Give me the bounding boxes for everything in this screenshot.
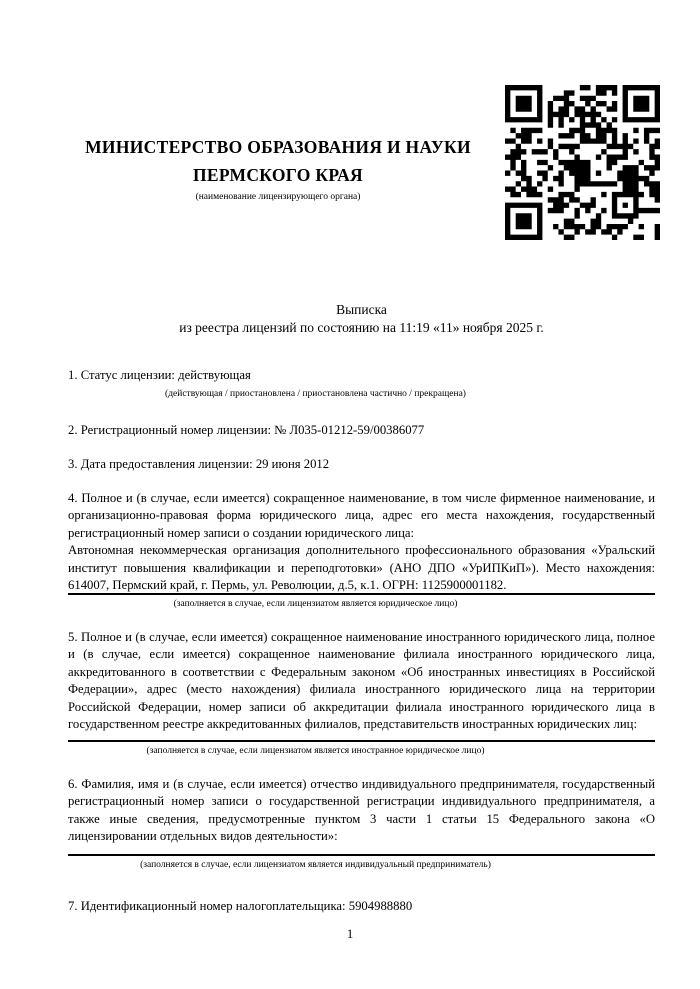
field-underline bbox=[68, 740, 655, 742]
item-3-license-date: 3. Дата предоставления лицензии: 29 июня 2012 bbox=[68, 457, 330, 471]
item-1-caption: (действующая / приостановлена / приостановлена частично / прекращена) bbox=[165, 388, 466, 399]
item-4-caption: (заполняется в случае, если лицензиатом является юридическое лицо) bbox=[173, 598, 458, 609]
document-header bbox=[68, 133, 488, 204]
ministry-name-line1: МИНИСТЕРСТВО ОБРАЗОВАНИЯ И НАУКИ bbox=[85, 137, 471, 157]
item-5-foreign-entity-label: 5. Полное и (в случае, если имеется) сокращенное наименование иностранного юридического лица, полное и (в случае, если имеется) сокращенное наименование филиала иностранного юридического лица, аккредитованного в соответствии с Федеральным законом «Об иностранных инвестициях в Российской Федерации», адрес (место нахождения) филиала иностранного юридического лица на территории Российской Федерации, номер записи об аккредитации филиала иностранного юридического лица в государственном реестре аккредитованных филиалов, представительств иностранных юридических лиц: bbox=[68, 629, 655, 731]
item-6-entrepreneur-label: 6. Фамилия, имя и (в случае, если имеется) отчество индивидуального предпринимателя, государственный регистрационный номер записи о государственной регистрации индивидуального предпринимателя, а также иные сведения, предусмотренные пунктом 3 части 1 статьи 15 Федерального закона «О лицензировании отдельных видов деятельности»: bbox=[68, 776, 655, 843]
item-5-caption: (заполняется в случае, если лицензиатом является иностранное юридическое лицо) bbox=[146, 745, 485, 756]
ministry-name-line2: ПЕРМСКОГО КРАЯ bbox=[193, 165, 363, 185]
item-1-license-status: 1. Статус лицензии: действующая bbox=[68, 368, 251, 382]
page-number: 1 bbox=[346, 927, 354, 941]
title-line1: Выписка bbox=[336, 302, 387, 317]
item-2-registration-number: 2. Регистрационный номер лицензии: № Л035-01212-59/00386077 bbox=[68, 422, 425, 437]
qr-code bbox=[505, 85, 660, 240]
document-title bbox=[68, 301, 655, 336]
title-line2: из реестра лицензий по состоянию на 11:19 «11» ноября 2025 г. bbox=[179, 319, 544, 335]
item-4-legal-entity-value: Автономная некоммерческая организация дополнительного профессионального образования «Уральский институт повышения квалификации и переподготовки» (АНО ДПО «УрИПКиП»). Место нахождения: 614007, Пермский край, г. Пермь, ул. Революции, д.5, к.1. ОГРН: 1125900001182. bbox=[68, 543, 655, 592]
item-6-caption: (заполняется в случае, если лицензиатом является индивидуальный предприниматель) bbox=[140, 859, 491, 870]
field-underline bbox=[68, 854, 655, 856]
item-7-taxpayer-number: 7. Идентификационный номер налогоплательщика: 5904988880 bbox=[68, 898, 413, 913]
licensing-authority-caption: (наименование лицензирующего органа) bbox=[195, 192, 361, 202]
document-body bbox=[68, 367, 655, 915]
item-4-legal-entity-label: 4. Полное и (в случае, если имеется) сокращенное наименование, в том числе фирменное наименование, и организационно-правовая форма юридического лица, адрес его места нахождения, государственный регистрационный номер записи о создании юридического лица: bbox=[68, 490, 655, 540]
